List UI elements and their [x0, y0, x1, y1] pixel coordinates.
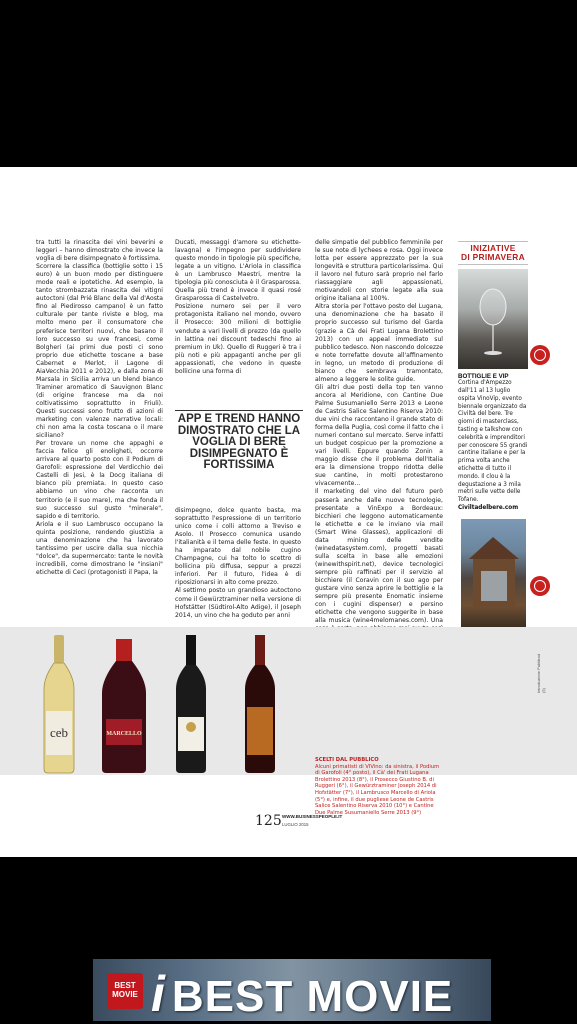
article-column-2-continued — [175, 507, 301, 620]
wine-bottles-photo — [0, 627, 577, 775]
photo-credit: Introduzione Publitrad (5) — [536, 654, 546, 693]
paragraph: Gli altri due posti della top ten vanno ancora al Meridione, con Cantine Due Palme Susumaniello Serre 2013 e Leone de Castris Salice Salentino Riserva 2010: due vini che raccontano il grande stato di forma della Puglia, così come il fatto che i numeri contano sul mercato. Serve infatti un budget cospicuo per la promozione a vari livelli. Eppure quando Zonin a maggio disse che il problema dell'Italia era la dimensione troppo ridotta delle sue cantine, in molti protestarono vivacemente... — [315, 383, 443, 488]
sidebar-item1-link[interactable]: Civiltadelbere.com — [458, 504, 519, 511]
sidebar-photo-cuvage — [461, 519, 526, 627]
page-number: 125 — [255, 813, 282, 829]
sidebar-header-line1: INIZIATIVE — [470, 243, 516, 253]
red-circle-icon[interactable] — [530, 345, 550, 365]
bottle-podium — [44, 635, 74, 773]
ad-title-i: i — [151, 966, 166, 1021]
magazine-page — [0, 167, 577, 857]
paragraph: Per trovare un nome che appaghi e faccia felice gli enoligheti, occorre arrivare al quarto posto con il Podium di Garofoli: espressione del Verdicchio dei Castelli di Jesi, è la Docg italiana di bianco più premiata. In questo caso abbiamo un vino che racconta un territorio (e il suo mare), ma che fonda il suo successo sul gusto "minerale", sapido e di territorio. — [36, 440, 163, 520]
bottle-leone-de-castris — [176, 635, 206, 773]
bottle-susumaniello — [245, 635, 275, 773]
paragraph: Altra storia per l'ottavo posto del Lugana, una denominazione che ha basato il proprio successo sul turismo del Garda (grazie a Cà dei Frati Lugana Brolettino 2013) con un appeal immediato sul pubblico tedesco. Non nascondo dolcezze e note torrefatte dovute all'affinamento in legno, un metodo di produzione di bianco che sembrava tramontato, almeno a leggere le solite guide. — [315, 303, 443, 383]
paragraph: Scorrere la classifica (bottiglie sotto i 15 euro) è un buon modo per distinguere mode reali e ipotetiche. Ad esempio, la tanto strombazzata rinascita dei vitigni autoctoni (dal Prié Blanc della Val d'Aosta fino al Piedirosso campano) è un fatto culturale per tante riviste e blog, ma molto meno per il consumatore che preferisce territori nuovi, che basano il loro successo su uve francesi, come Bolgheri (ai primi due posti ci sono proprio due etichette toscane a base Cabernet e Merlot, il Lagone di AiaVecchia 2011 e 2012), e dalla zona di Marsala in Sicilia arriva un blend bianco Traminer aromatico di Sauvignon Blanc (di origine francese ma da noi coltivatissimo soprattutto in Friuli). Questi successi sono frutto di azioni di marketing con valenze narrative locali: chi non ama la costa toscana o il mare siciliano? — [36, 263, 163, 440]
sidebar-item1-body: Cortina d'Ampezzo dall'11 al 13 luglio ospita VinoVip, evento biennale organizzato da Civiltà del bere. Tre giorni di masterclass, tasting e talkshow con celebrità e imprenditori per conoscere 55 grandi cantine italiane e per la prima volta anche etichette di tutto il mondo. Il clou è la degustazione a 3 mila metri sulle vette delle Tofane. — [458, 380, 528, 504]
logo-line2: MOVIE — [112, 990, 138, 999]
paragraph: disimpegno, dolce quanto basta, ma soprattutto l'espressione di un territorio unico come i colli attorno a Treviso e Asolo. Il Prosecco comunica usando l'italianità e il tema delle feste. In questo ha imparato dal nobile cugino Champagne, cui ha tolto lo scettro di bollicina più diffusa, seppur a prezzi inferiori. Per il futuro, l'idea è di riposizionarsi in alto come prezzo. — [175, 507, 301, 587]
caption-text: Alcuni primatisti di VIVino: da sinistra, il Podium di Garofoli (4° posto), il Cà' dei Frati Lugana Brolettino 2013 (8°), il Prosecco Giustino B. di Ruggeri (6°), il Gewürztraminer Joseph 2014 di Hofstätter (7°), il Lambrusco Marcello di Ariola (5°) e, infine, il due pugliese Leone de Castris Salice Salentino Riserva 2010 (10°) e Cantine Due Palme Susumaniello Serre 2013 (9°) — [315, 763, 440, 816]
red-circle-icon[interactable] — [530, 576, 550, 596]
article-column-1 — [36, 239, 163, 577]
best-movie-banner-ad[interactable] — [93, 959, 491, 1021]
logo-line1: BEST — [114, 981, 136, 990]
sidebar-item1-text — [458, 380, 528, 513]
bottle2-label: MARCELLO — [106, 731, 142, 737]
best-movie-logo — [107, 973, 143, 1009]
pull-quote: APP E TREND HANNO DIMOSTRATO CHE LA VOGLIA DI BERE DISIMPEGNATO È FORTISSIMA — [175, 410, 303, 472]
cellar-building-icon — [461, 519, 526, 627]
paragraph: Ariola e il suo Lambrusco occupano la quinta posizione, rendendo giustizia a una denominazione che ha lavorato tantissimo per uscire dalla sua nicchia "dolce", da supermercato: tante le novità incredibili, come dimostrano le "insiani" etichette di Ceci (protagonisti il Papa, la — [36, 520, 163, 576]
paragraph: tra tutti la rinascita dei vini beverini e leggeri – hanno dimostrato che invece la voglia di bere disimpegnato è fortissima. — [36, 239, 163, 263]
footer-date: LUGLIO 2015 — [282, 822, 309, 827]
wine-bottles-illustration — [0, 627, 577, 775]
wine-glass-icon — [458, 269, 528, 369]
footer-site[interactable]: WWW.BUSINESSPEOPLE.IT — [282, 814, 343, 819]
photo-caption — [315, 757, 443, 816]
caption-title: SCELTI DAL PUBBLICO — [315, 757, 379, 763]
sidebar-header-line2: DI PRIMAVERA — [461, 251, 525, 262]
bottle1-label: ceb — [49, 725, 69, 740]
paragraph: Il marketing del vino del futuro però passerà anche dalle nuove tecnologie, presentate a VinExpo a Bordeaux: bicchieri che leggono automaticamente le etichette e ce le inviano via mail (Smart Wine Glasses), applicazioni di data mining delle vendite (winedatasystem.com), progetti basati sulla scelta in base alle emozioni (winewithspirit.net), device tecnologici sempre più raffinati per il servizio al bicchiere (il Coravin con il suo ago per gustare vino senza aprire le bottiglie e la sempre più presente Enomatic insieme con i cugini dispenser) e persino etichette che vengono suggerite in base alla musica (wine4melomanes.com). Una — [315, 488, 443, 625]
paragraph: Al settimo posto un grandioso autoctono come il Gewürztraminer nella versione di Hofstätter (Südtirol-Alto Adige), il Joseph 2014, un vino che ha goduto per anni — [175, 587, 301, 619]
paragraph: Posizione numero sei per il vero protagonista italiano nel mondo, ovvero il Prosecco: 300 milioni di bottiglie vendute a vari livelli di prezzo (da quello in lattina nei discount tedeschi fino ai premium in Uk). Quello di Ruggeri è tra i più noti e più appaganti anche per gli appassionati, che vedono in queste bollicine una forma di — [175, 303, 301, 375]
sidebar-header — [458, 242, 528, 265]
ad-title — [151, 965, 453, 1021]
sidebar-item1-title: BOTTIGLIE E VIP — [458, 373, 509, 381]
paragraph: Ducati, messaggi d'amore su etichette-lavagna) e l'impegno per suddividere questo mondo in tipologie più specifiche, legate a un vitigno. L'Ariola in classifica è un Lambrusco Maestri, mentre la tipologia più conosciuta è il Grasparossa. Quella più trend è invece il quasi rosé Grasparossa di Castelvetro. — [175, 239, 301, 303]
article-column-2 — [175, 239, 301, 376]
paragraph: delle simpatie del pubblico femminile per le sue note di lychees e rosa. Oggi invece lotta per essere apprezzato per la sua longevità e struttura particolarissima. Qui il lavoro nel futuro sarà proprio nel farlo riassaggiare agli appassionati, motivandoli con storie legate alla sua origine italiana al 100%. — [315, 239, 443, 303]
bottle-marcello — [102, 639, 146, 773]
sidebar-photo-vinovip — [458, 269, 528, 369]
article-column-3 — [315, 239, 443, 641]
ad-title-main: BEST MOVIE — [171, 972, 454, 1021]
